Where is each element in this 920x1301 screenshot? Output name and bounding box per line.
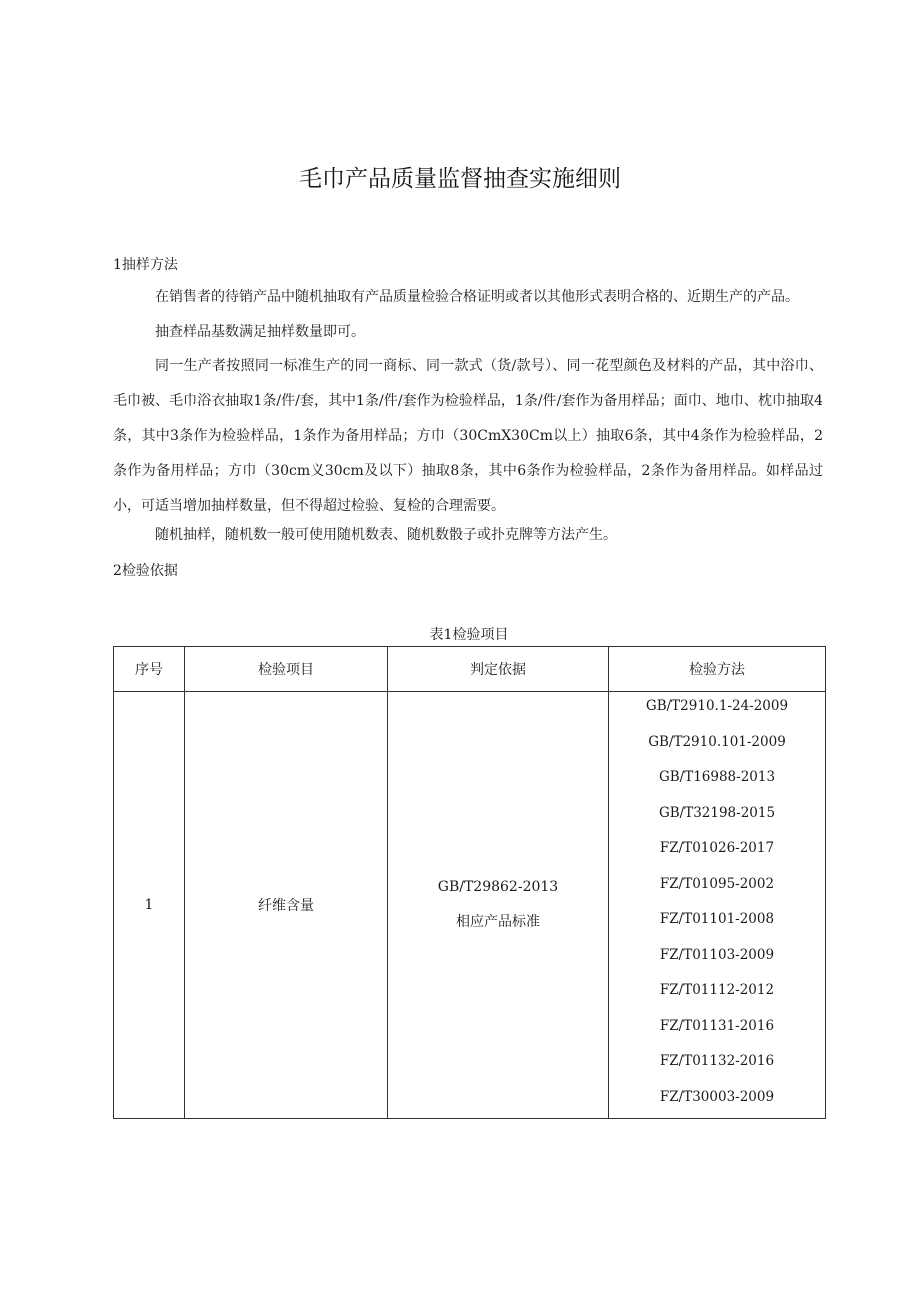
paragraph-sampling-source: 在销售者的待销产品中随机抽取有产品质量检验合格证明或者以其他形式表明合格的、近期生产的产品。 [155, 289, 799, 305]
table-caption: 表1检验项目 [429, 627, 509, 643]
method-standard: FZ/T01132-2016 [659, 1053, 775, 1069]
method-standard: FZ/T01131-2016 [659, 1017, 775, 1034]
section-heading-sampling: 1抽样方法 [113, 257, 178, 273]
header-item: 检验项目 [185, 647, 388, 692]
method-standard: GB/T2910.101-2009 [648, 733, 786, 750]
method-standard: FZ/T01101-2008 [659, 911, 775, 927]
table-row [114, 692, 826, 1119]
document-title: 毛巾产品质量监督抽查实施细则 [299, 166, 621, 192]
method-standard: GB/T2910.1-24-2009 [645, 698, 789, 714]
method-standard: FZ/T01026-2017 [659, 840, 775, 856]
cell-basis [388, 692, 609, 1119]
table-header-row [114, 647, 826, 692]
inspection-items-table [113, 646, 826, 1119]
cell-item: 纤维含量 [185, 692, 388, 1119]
method-standard: FZ/T01103-2009 [659, 946, 775, 963]
method-standard: GB/T32198-2015 [658, 804, 776, 821]
header-index: 序号 [114, 647, 185, 692]
basis-standard: GB/T29862-2013 [437, 879, 559, 895]
paragraph-random-sampling: 随机抽样，随机数一般可使用随机数表、随机数骰子或扑克牌等方法产生。 [155, 527, 617, 543]
method-standard: GB/T16988-2013 [658, 769, 776, 785]
method-standard: FZ/T01112-2012 [659, 982, 775, 998]
cell-index: 1 [114, 692, 185, 1119]
header-method: 检验方法 [609, 647, 826, 692]
paragraph-sample-quantity: 同一生产者按照同一标准生产的同一商标、同一款式（货/款号）、同一花型颜色及材料的产品，其中浴巾、毛巾被、毛巾浴衣抽取1条/件/套，其中1条/件/套作为检验样品，1条/件/套作为备用样品；面巾、地巾、枕巾抽取4条，其中3条作为检验样品，1条作为备用样品；方巾（30CmX30Cm以上）抽取6条，其中4条作为检验样品，2条作为备用样品；方巾（30cm义30cm及以下）抽取8条，其中6条作为检验样品，2条作为备用样品。如样品过小，可适当增加抽样数量，但不得超过检验、复检的合理需要。 [113, 358, 823, 514]
cell-methods [609, 692, 826, 1119]
method-standard: FZ/T30003-2009 [659, 1088, 775, 1105]
method-standard: FZ/T01095-2002 [659, 875, 775, 892]
header-basis: 判定依据 [388, 647, 609, 692]
section-heading-inspection-basis: 2检验依据 [113, 563, 178, 579]
paragraph-sample-base: 抽查样品基数满足抽样数量即可。 [155, 324, 365, 340]
basis-product-standard: 相应产品标准 [456, 914, 540, 930]
